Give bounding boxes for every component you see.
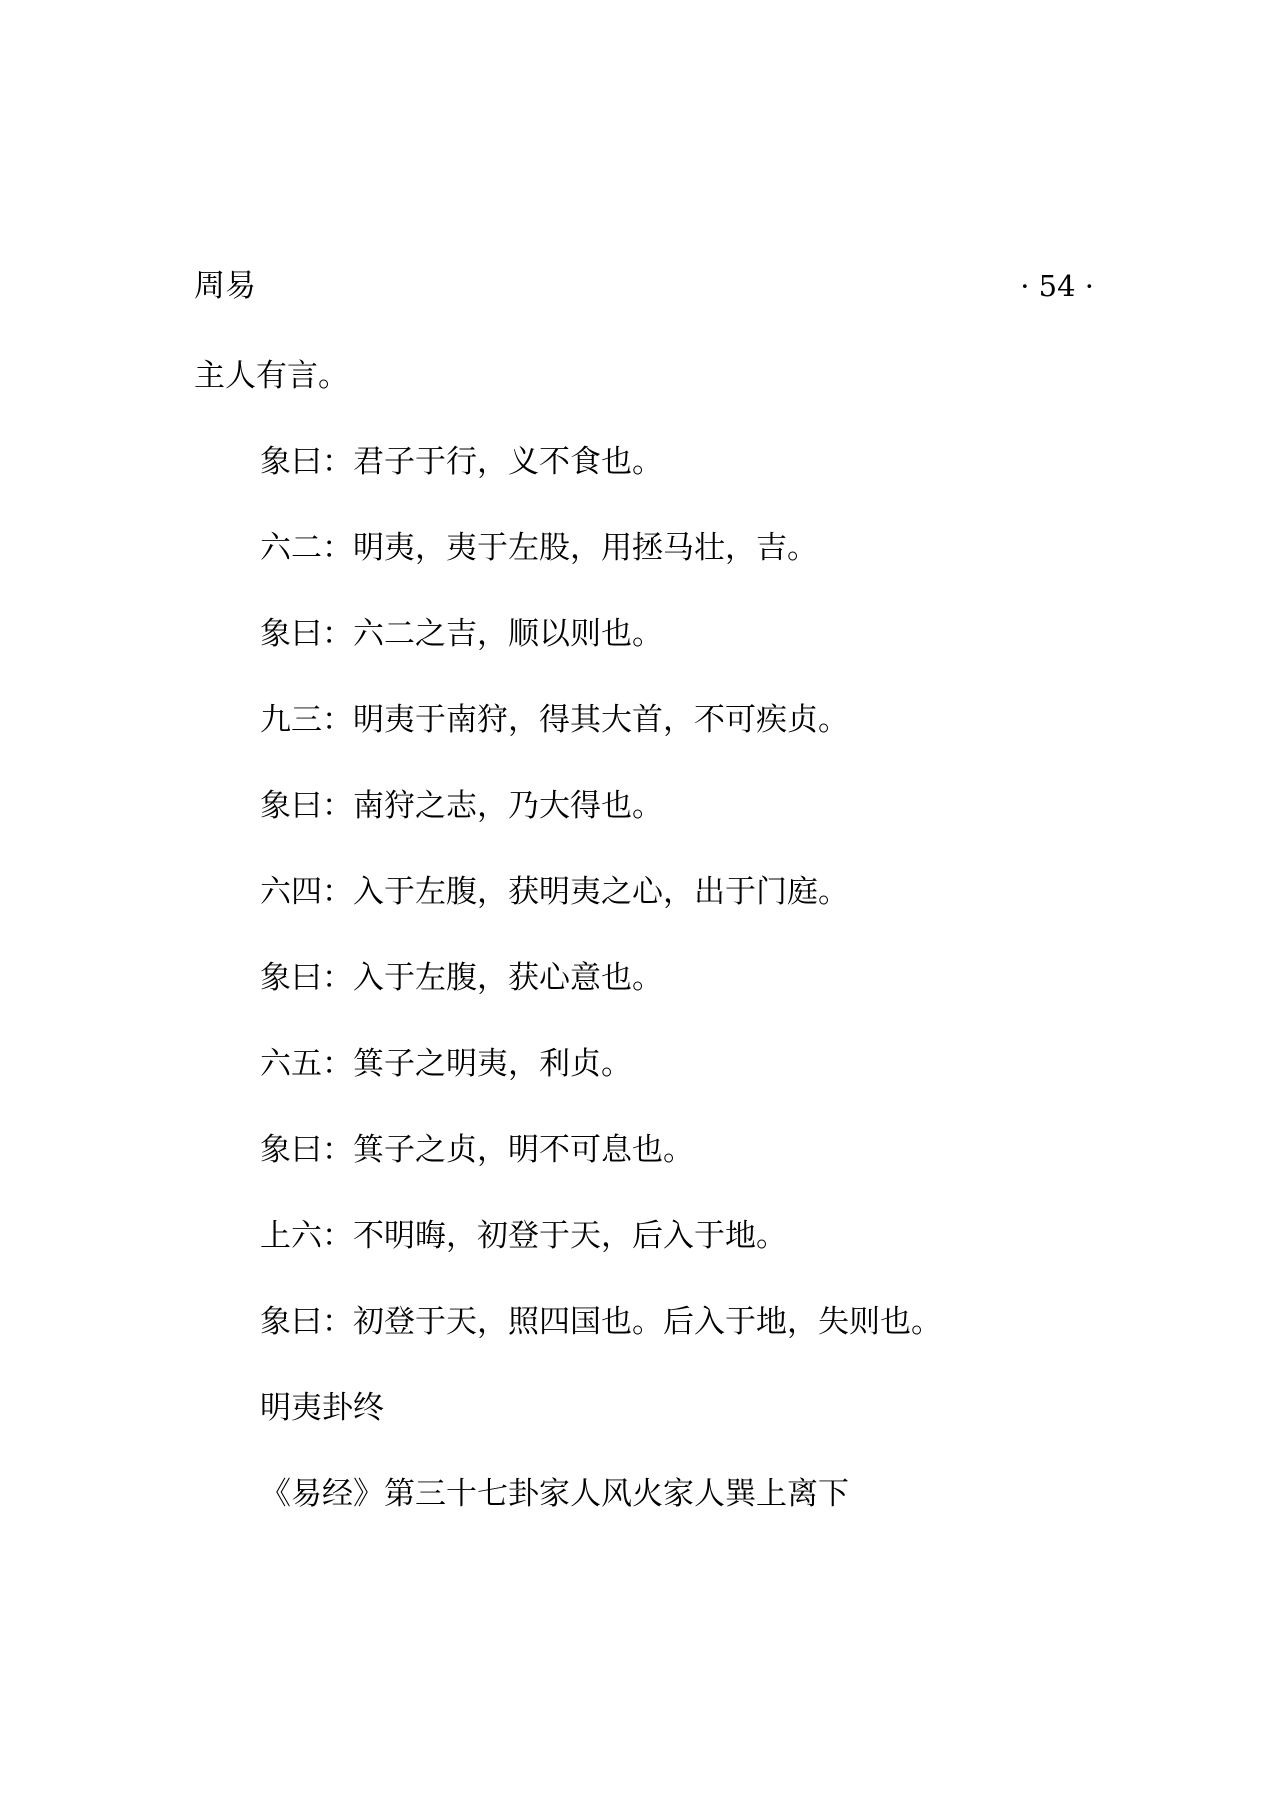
page-header xyxy=(194,262,1094,310)
running-title: 周易 xyxy=(194,268,256,304)
text-line: 六二：明夷，夷于左股，用拯马壮，吉。 xyxy=(260,530,818,566)
text-line: 象曰：六二之吉，顺以则也。 xyxy=(260,616,663,652)
text-line: 象曰：箕子之贞，明不可息也。 xyxy=(260,1132,694,1168)
text-line: 《易经》第三十七卦家人风火家人巽上离下 xyxy=(260,1476,849,1512)
body-text xyxy=(194,352,1094,1556)
text-line: 主人有言。 xyxy=(194,358,349,394)
text-line: 象曰：入于左腹，获心意也。 xyxy=(260,960,663,996)
text-line: 象曰：初登于天，照四国也。后入于地，失则也。 xyxy=(260,1304,942,1340)
text-line: 象曰：南狩之志，乃大得也。 xyxy=(260,788,663,824)
text-line: 上六：不明晦，初登于天，后入于地。 xyxy=(260,1218,787,1254)
page-number: · 54 · xyxy=(1020,269,1094,303)
text-line: 明夷卦终 xyxy=(260,1390,384,1426)
text-line: 象曰：君子于行，义不食也。 xyxy=(260,444,663,480)
text-line: 九三：明夷于南狩，得其大首，不可疾贞。 xyxy=(260,702,849,738)
text-line: 六五：箕子之明夷，利贞。 xyxy=(260,1046,632,1082)
text-line: 六四：入于左腹，获明夷之心，出于门庭。 xyxy=(260,874,849,910)
